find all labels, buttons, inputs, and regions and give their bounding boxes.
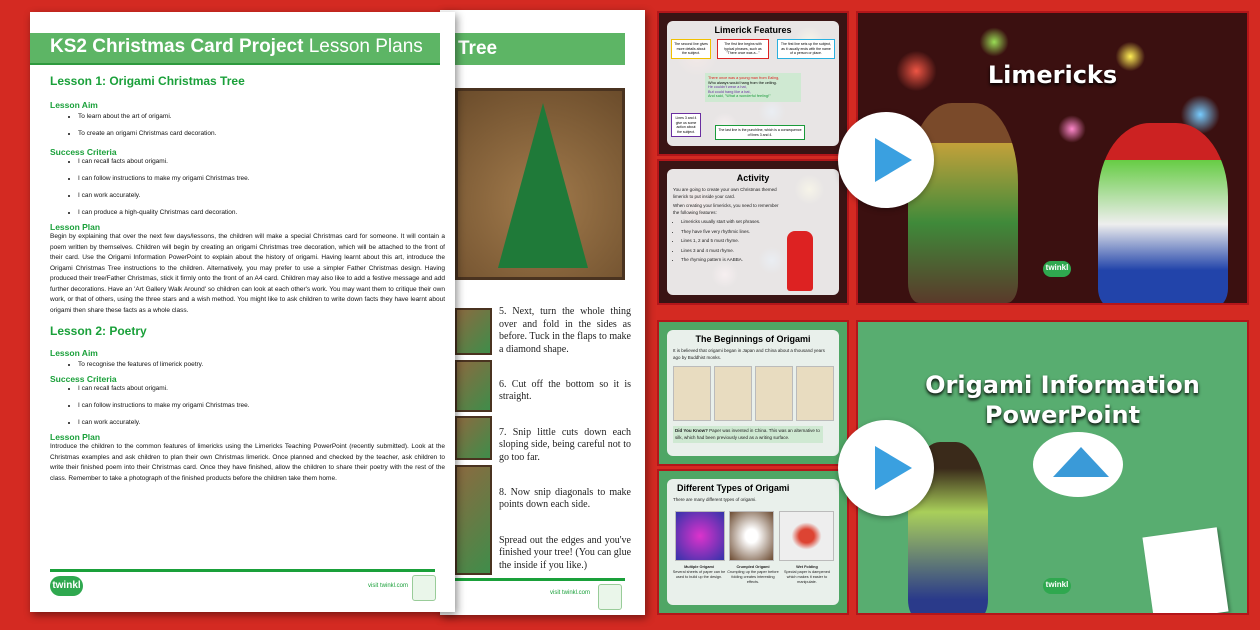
origami-tree-instructions-page bbox=[440, 10, 645, 615]
criteria-item: • I can work accurately. bbox=[78, 419, 445, 427]
page-title: KS2 Christmas Card Project Lesson Plans bbox=[30, 33, 440, 65]
slide-text: You are going to create your own Christmas themed limerick to put inside your card. bbox=[673, 187, 777, 199]
lesson-1-title: Lesson 1: Origami Christmas Tree bbox=[50, 74, 245, 88]
poem-line: But could hang like a bat, bbox=[708, 89, 751, 94]
play-icon bbox=[875, 138, 912, 182]
criteria-item: • I can recall facts about origami. bbox=[78, 385, 445, 393]
step-photo bbox=[455, 308, 492, 355]
feature-item: • They have five very rhythmic lines. bbox=[681, 229, 781, 236]
poem-line: There once was a young man from Ealing, bbox=[708, 76, 780, 80]
footer-divider bbox=[50, 569, 435, 572]
lesson-plans-page bbox=[30, 12, 455, 612]
note-box: The last line is the punchline, which is a consequence of lines 3 and 4. bbox=[715, 125, 805, 140]
poem-line: And said, "What a wonderful feeling!" bbox=[708, 94, 771, 98]
feature-item: • Lines 1, 2 and 5 must rhyme. bbox=[681, 238, 781, 245]
final-step: Spread out the edges and you've finished your tree! (You can glue the inside if you like.) bbox=[499, 534, 632, 571]
play-icon bbox=[875, 446, 912, 490]
note-box: The second line gives more details about the subject. bbox=[671, 39, 711, 59]
did-you-know-box: Did You Know? Paper was invented in China. This was an alternative to silk, which had been previously used as a writing surface. bbox=[673, 426, 823, 443]
footer-divider bbox=[455, 578, 625, 581]
play-button[interactable] bbox=[838, 112, 934, 208]
wet-folding-image bbox=[779, 511, 834, 561]
historic-drawing-image bbox=[796, 366, 834, 421]
crumpled-origami-image bbox=[729, 511, 774, 561]
type-desc: Special paper is dampened which makes it easier to manipulate. bbox=[783, 570, 830, 584]
santa-alien-illustration bbox=[1098, 123, 1228, 305]
feature-item: • Lines 3 and 4 must rhyme. bbox=[681, 248, 781, 255]
multiple-origami-image bbox=[675, 511, 725, 561]
slide-title: Limerick Features bbox=[714, 25, 792, 35]
slide-title: Activity bbox=[736, 173, 770, 183]
note-box: The first line sets up the subject, as it usually ends with the name of a person or place. bbox=[777, 39, 835, 59]
step-photo bbox=[455, 360, 492, 412]
step-7: 7. Snip little cuts down each sloping side, being careful not to go too far. bbox=[499, 426, 631, 463]
aim-heading: Lesson Aim bbox=[50, 100, 98, 110]
poem-box bbox=[705, 73, 801, 102]
type-name: Crumpled Origami bbox=[736, 565, 770, 569]
quality-badge-icon bbox=[412, 575, 436, 601]
aim-item: • To create an origami Christmas card decoration. bbox=[78, 130, 445, 138]
slide-text: When creating your limericks, you need to remember the following features: bbox=[673, 203, 779, 215]
visit-link: visit twinkl.com bbox=[368, 583, 409, 589]
note-box: Lines 3 and 4 give us some action about the subject. bbox=[671, 113, 701, 137]
historic-drawing-image bbox=[755, 366, 793, 421]
slide-activity[interactable] bbox=[657, 159, 849, 305]
historic-drawing-image bbox=[714, 366, 752, 421]
type-desc: Several sheets of paper can be used to build up the design. bbox=[672, 570, 726, 579]
aim-heading: Lesson Aim bbox=[50, 348, 98, 358]
steps-column bbox=[499, 306, 631, 572]
twinkl-logo: twinkl bbox=[50, 576, 83, 596]
plan-heading: Lesson Plan bbox=[50, 432, 101, 442]
poem-line: Who always would hang from the ceiling. bbox=[708, 80, 777, 85]
criteria-heading: Success Criteria bbox=[50, 374, 117, 384]
paper-crane-icon bbox=[1053, 447, 1109, 477]
criteria-item: • I can produce a high-quality Christmas card decoration. bbox=[78, 209, 445, 217]
lesson-plan-text: Introduce the children to the common features of limericks using the Limericks Teaching PowerPoint (recently submitted). Look at the Christmas examples and ask children to plan their own Christmas limerick. Once planned and checked by the teacher, ask children to write their finished poem into their Christmas card. Once they have finished, allow the children to share their poetry with the rest of the class. Remember to take a photograph of the finished products before the children take them home. bbox=[50, 443, 445, 482]
lesson-2-title: Lesson 2: Poetry bbox=[50, 324, 147, 338]
step-5: 5. Next, turn the whole thing over and fold in the sides as before. Tuck in the flaps to make a diamond shape. bbox=[499, 306, 631, 355]
step-8: 8. Now snip diagonals to make points down each side. bbox=[499, 486, 631, 511]
slide-title: Different Types of Origami bbox=[677, 483, 790, 493]
criteria-item: • I can work accurately. bbox=[78, 192, 445, 200]
slide-limerick-features[interactable] bbox=[657, 11, 849, 156]
twinkl-logo: twinkl bbox=[1043, 261, 1071, 277]
criteria-item: • I can follow instructions to make my origami Christmas tree. bbox=[78, 175, 445, 183]
aim-item: • To recognise the features of limerick poetry. bbox=[78, 361, 445, 369]
criteria-item: • I can recall facts about origami. bbox=[78, 158, 445, 166]
slide-beginnings-of-origami[interactable] bbox=[657, 320, 849, 466]
plan-heading: Lesson Plan bbox=[50, 222, 101, 232]
slide-text: It is believed that origami began in Japan and China about a thousand years ago by Buddhist monks. bbox=[673, 348, 825, 360]
criteria-item: • I can follow instructions to make my origami Christmas tree. bbox=[78, 402, 445, 410]
type-name: Multiple Origami bbox=[684, 565, 714, 569]
slide-types-of-origami[interactable] bbox=[657, 469, 849, 615]
quality-badge-icon bbox=[598, 584, 622, 610]
slide-title: Limericks bbox=[987, 61, 1118, 89]
historic-drawing-image bbox=[673, 366, 711, 421]
step-6: 6. Cut off the bottom so it is straight. bbox=[499, 378, 631, 403]
slide-title: The Beginnings of Origami bbox=[695, 334, 811, 344]
santa-illustration bbox=[787, 231, 813, 291]
feature-item: • The rhyming pattern is AABBA. bbox=[681, 257, 781, 264]
aim-item: • To learn about the art of origami. bbox=[78, 113, 445, 121]
step-photo bbox=[455, 465, 492, 575]
lesson-content bbox=[50, 70, 445, 484]
note-box: The first line begins with typical phrases, such as "There once was a..." bbox=[717, 39, 769, 59]
type-desc: Crumpling up the paper before folding creates interesting effects. bbox=[727, 570, 779, 584]
feature-item: • Limericks usually start with set phrases. bbox=[681, 219, 781, 226]
visit-link: visit twinkl.com bbox=[550, 590, 591, 596]
page-header: Tree bbox=[440, 33, 625, 65]
criteria-heading: Success Criteria bbox=[50, 147, 117, 157]
lesson-plan-text: Begin by explaining that over the next few days/lessons, the children will make a special Christmas card for someone. It will contain a poem written by themselves. Children will begin by creating an origami Christmas tree decoration, which will be attached to the front of their card. Use the Origami Information PowerPoint to explain about the history of origami. Having learnt about this art, introduce the Origami Christmas Tree instructions to the children. Alternatively, you may prefer to use a simpler Father Christmas design. Having produced their tree/Father Christmas, stick it firmly onto the front of an A4 card. Children may also like to add a festive message and add further decorations. Have an 'Art Gallery Walk Around' so children can look at each other's work. You may want them to critique their own work, or that of others, using the three stars and a wish method. You might like to ask children to write down facts they have learnt about origami then share these facts as a whole class. bbox=[50, 233, 445, 314]
tree-photo bbox=[455, 88, 625, 280]
type-name: Wet Folding bbox=[796, 565, 818, 569]
twinkl-logo: twinkl bbox=[1043, 578, 1071, 594]
paper-sheets bbox=[1142, 527, 1228, 615]
slide-title: Origami Information PowerPoint bbox=[925, 371, 1200, 429]
step-photo bbox=[455, 416, 492, 460]
play-button[interactable] bbox=[838, 420, 934, 516]
poem-line: He couldn't wear a hat, bbox=[708, 85, 747, 89]
slide-text: There are many different types of origami. bbox=[673, 497, 757, 502]
